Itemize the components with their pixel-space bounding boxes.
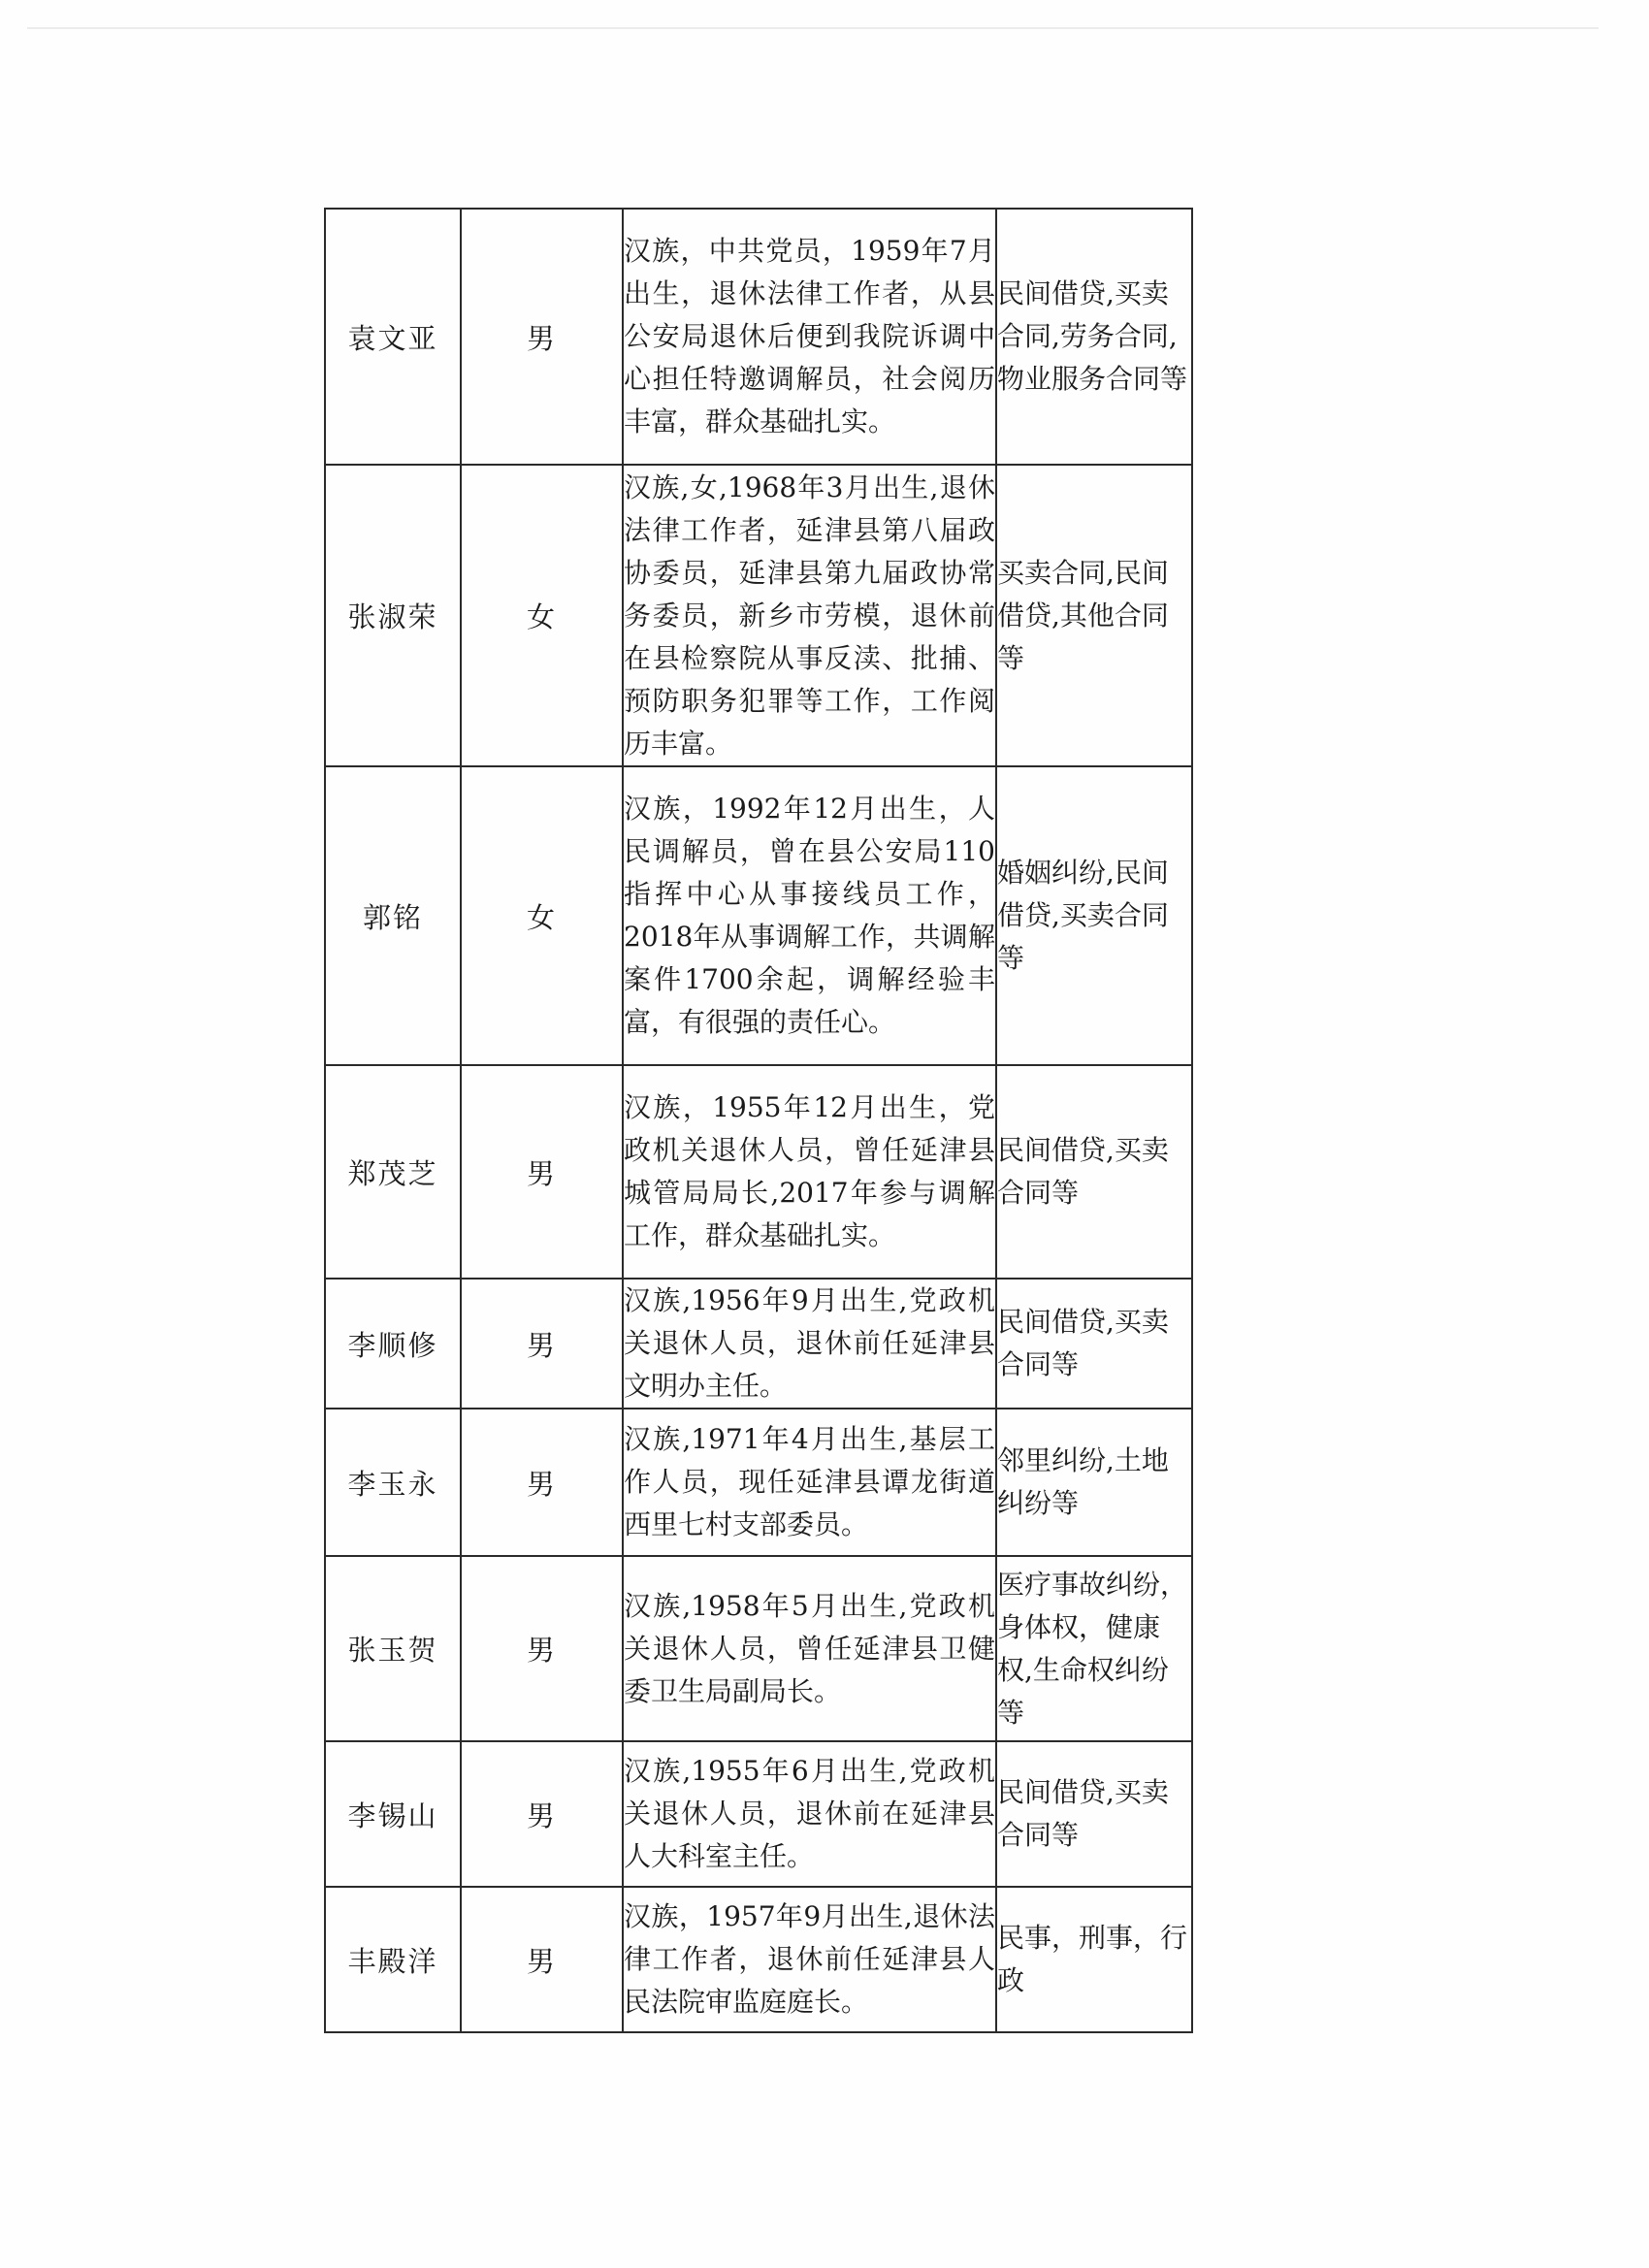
mediator-gender: 男 xyxy=(461,1065,623,1279)
table-row xyxy=(325,1556,1192,1741)
mediation-case-types: 民间借贷,买卖合同等 xyxy=(996,1065,1192,1279)
mediation-case-types: 民间借贷,买卖合同等 xyxy=(996,1279,1192,1409)
mediator-name: 丰殿洋 xyxy=(325,1887,461,2032)
mediator-name: 李玉永 xyxy=(325,1409,461,1556)
mediator-name: 李锡山 xyxy=(325,1741,461,1887)
mediation-case-types: 邻里纠纷,土地纠纷等 xyxy=(996,1409,1192,1556)
mediator-profile: 汉族,女,1968年3月出生,退休法律工作者，延津县第八届政协委员，延津县第九届政协常务委员，新乡市劳模，退休前在县检察院从事反渎、批捕、预防职务犯罪等工作，工作阅历丰富。 xyxy=(623,465,996,766)
mediation-case-types: 医疗事故纠纷，身体权，健康权,生命权纠纷等 xyxy=(996,1556,1192,1741)
mediator-gender: 男 xyxy=(461,1556,623,1741)
scan-edge-line xyxy=(27,27,1599,29)
mediator-name: 郑茂芝 xyxy=(325,1065,461,1279)
mediator-gender: 男 xyxy=(461,1741,623,1887)
table-row xyxy=(325,209,1192,465)
mediator-gender: 女 xyxy=(461,465,623,766)
table-row xyxy=(325,1741,1192,1887)
mediator-gender: 男 xyxy=(461,1887,623,2032)
mediator-name: 张玉贺 xyxy=(325,1556,461,1741)
mediation-case-types: 民间借贷,买卖合同,劳务合同,物业服务合同等 xyxy=(996,209,1192,465)
mediator-name: 李顺修 xyxy=(325,1279,461,1409)
table-row xyxy=(325,766,1192,1065)
mediation-case-types: 买卖合同,民间借贷,其他合同等 xyxy=(996,465,1192,766)
mediator-profile: 汉族,1956年9月出生,党政机关退休人员，退休前任延津县文明办主任。 xyxy=(623,1279,996,1409)
mediator-profile: 汉族，1957年9月出生,退休法律工作者，退休前任延津县人民法院审监庭庭长。 xyxy=(623,1887,996,2032)
mediator-name: 袁文亚 xyxy=(325,209,461,465)
mediator-gender: 男 xyxy=(461,1409,623,1556)
mediator-profile: 汉族,1958年5月出生,党政机关退休人员，曾任延津县卫健委卫生局副局长。 xyxy=(623,1556,996,1741)
mediator-gender: 男 xyxy=(461,209,623,465)
table-row xyxy=(325,1279,1192,1409)
mediator-profile: 汉族，中共党员，1959年7月出生，退休法律工作者，从县公安局退休后便到我院诉调中心担任特邀调解员，社会阅历丰富，群众基础扎实。 xyxy=(623,209,996,465)
mediator-name: 郭铭 xyxy=(325,766,461,1065)
mediator-gender: 女 xyxy=(461,766,623,1065)
mediator-gender: 男 xyxy=(461,1279,623,1409)
table-row xyxy=(325,1887,1192,2032)
mediation-case-types: 民间借贷,买卖合同等 xyxy=(996,1741,1192,1887)
mediator-profile: 汉族，1992年12月出生，人民调解员，曾在县公安局110指挥中心从事接线员工作，2018年从事调解工作，共调解案件1700余起，调解经验丰富，有很强的责任心。 xyxy=(623,766,996,1065)
mediator-profile: 汉族,1971年4月出生,基层工作人员，现任延津县谭龙街道西里七村支部委员。 xyxy=(623,1409,996,1556)
table-row xyxy=(325,465,1192,766)
table-row xyxy=(325,1409,1192,1556)
mediator-profile: 汉族,1955年6月出生,党政机关退休人员，退休前在延津县人大科室主任。 xyxy=(623,1741,996,1887)
mediation-case-types: 民事，刑事，行政 xyxy=(996,1887,1192,2032)
table-row xyxy=(325,1065,1192,1279)
mediator-profile: 汉族，1955年12月出生，党政机关退休人员，曾任延津县城管局局长,2017年参与调解工作，群众基础扎实。 xyxy=(623,1065,996,1279)
mediation-case-types: 婚姻纠纷,民间借贷,买卖合同等 xyxy=(996,766,1192,1065)
mediator-roster-table xyxy=(324,208,1193,2033)
mediator-name: 张淑荣 xyxy=(325,465,461,766)
